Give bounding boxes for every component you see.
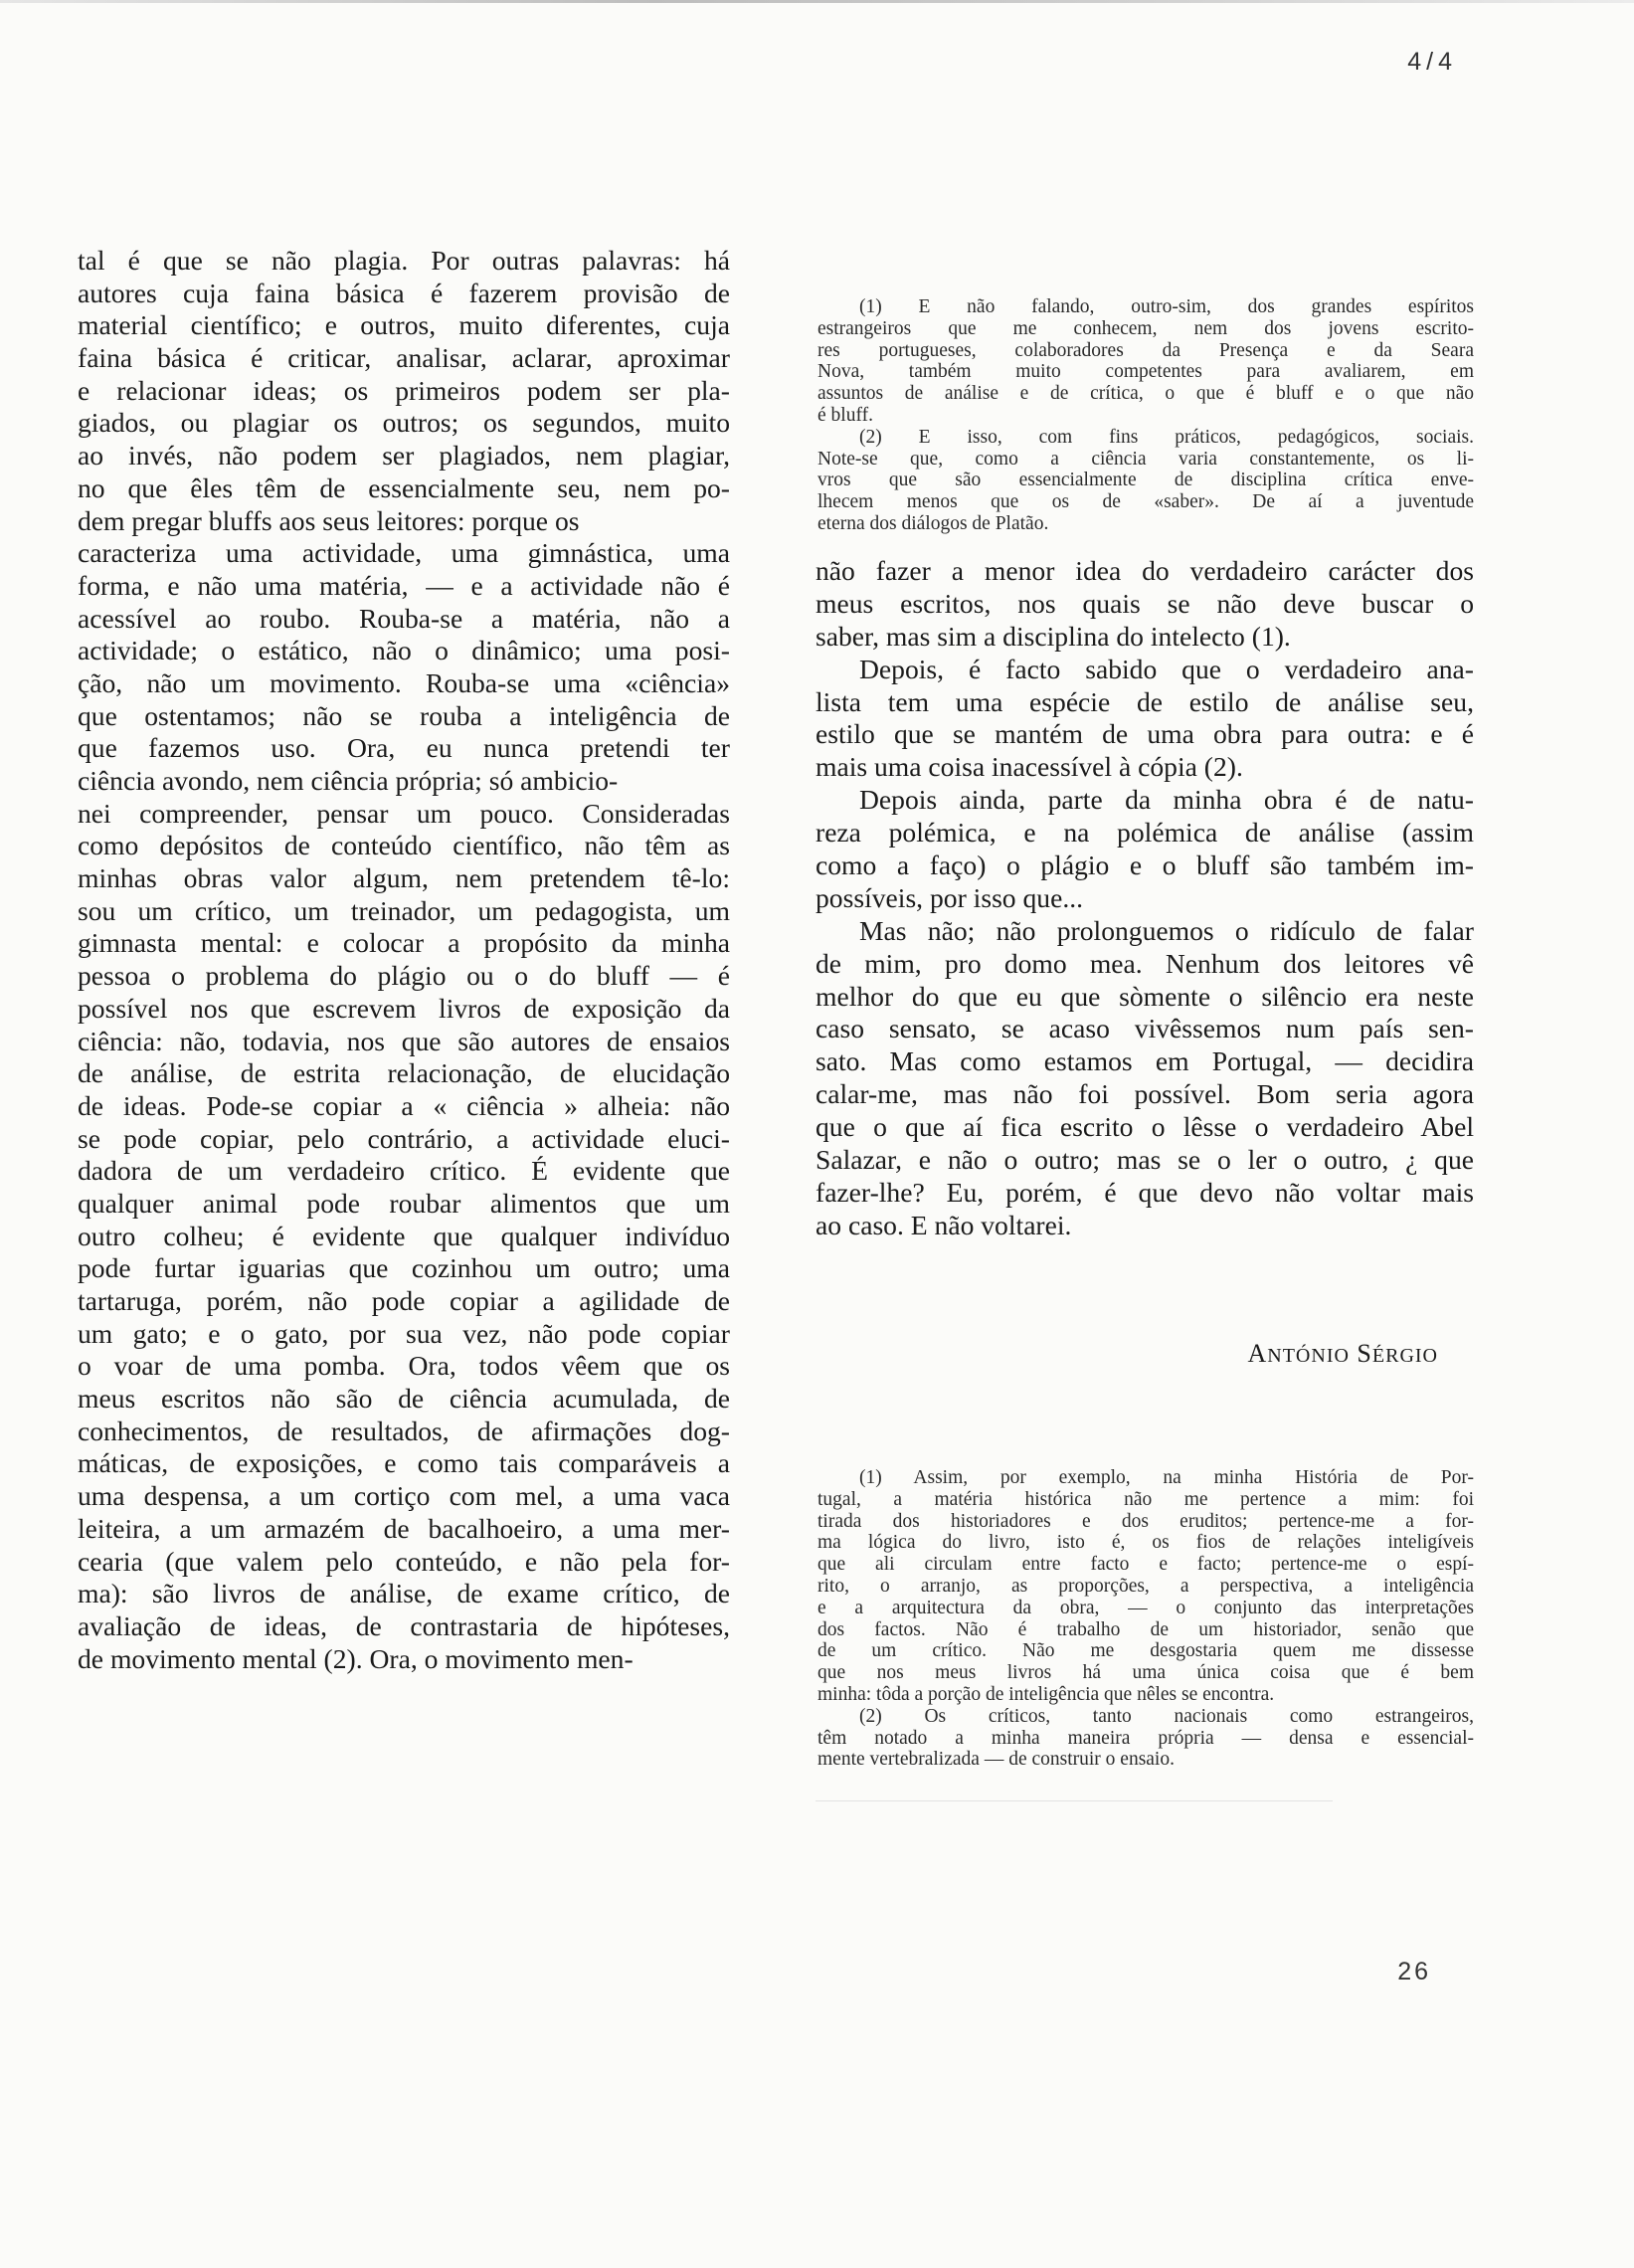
text-line: acessível ao roubo. Rouba-se a matéria, não a bbox=[78, 602, 730, 634]
text-line: lhecem menos que os de «saber». De aí a juventude bbox=[817, 491, 1474, 513]
text-line: de ideas. Pode-se copiar a « ciência » alheia: não bbox=[78, 1089, 730, 1121]
text-line: e a arquitectura da obra, — o conjunto das interpretações bbox=[817, 1597, 1474, 1618]
text-line: eterna dos diálogos de Platão. bbox=[817, 512, 1049, 534]
text-line: ao caso. E não voltarei. bbox=[816, 1209, 1072, 1240]
text-line: sou um crítico, um treinador, um pedagogista, um bbox=[78, 894, 730, 926]
text-line: ma lógica do livro, isto é, os fios de relações inteligíveis bbox=[817, 1532, 1474, 1554]
top-edge-rule bbox=[0, 0, 1634, 3]
text-line: ciência: não, todavia, nos que são autores de ensaios bbox=[78, 1025, 730, 1056]
text-line: vros que são essencialmente de disciplina crítica enve- bbox=[817, 470, 1474, 491]
text-line: se pode copiar, pelo contrário, a actividade eluci- bbox=[78, 1122, 730, 1154]
text-line: material científico; e outros, muito diferentes, cuja bbox=[78, 309, 730, 341]
text-line: caracteriza uma actividade, uma gimnástica, uma bbox=[78, 537, 730, 569]
text-line: nei compreender, pensar um pouco. Consideradas bbox=[78, 797, 730, 829]
text-line: avaliação de ideas, de contrastaria de hipóteses, bbox=[78, 1609, 730, 1641]
text-line: o voar de uma pomba. Ora, todos vêem que os bbox=[78, 1350, 730, 1382]
text-line: têm notado a minha maneira própria — densa e essencial- bbox=[817, 1727, 1474, 1749]
author-signature bbox=[1247, 1339, 1438, 1369]
text-line: faina básica é criticar, analisar, aclarar, aproximar bbox=[78, 342, 730, 374]
text-line: conhecimentos, de resultados, de afirmações dog- bbox=[78, 1415, 730, 1446]
text-line: estrangeiros que me conhecem, nem dos jovens escrito- bbox=[817, 317, 1474, 339]
text-line: de movimento mental (2). Ora, o movimento men- bbox=[78, 1642, 634, 1674]
text-line: de mim, pro domo mea. Nenhum dos leitores vê bbox=[816, 947, 1474, 979]
text-line: reza polémica, e na polémica de análise (assim bbox=[816, 817, 1474, 849]
text-line: tal é que se não plagia. Por outras palavras: há bbox=[78, 245, 730, 276]
text-line: estilo que se mantém de uma obra para outra: e é bbox=[816, 718, 1474, 750]
text-line: como depósitos de conteúdo científico, não têm as bbox=[78, 830, 730, 861]
text-line: qualquer animal pode roubar alimentos que um bbox=[78, 1187, 730, 1219]
text-line: de análise, de estrita relacionação, de elucidação bbox=[78, 1057, 730, 1089]
text-line: pode furtar iguarias que cozinhou um outro; uma bbox=[78, 1252, 730, 1284]
text-line: ção, não um movimento. Rouba-se uma «ciência» bbox=[78, 666, 730, 698]
text-line: como a faço) o plágio e o bluff são também im- bbox=[816, 850, 1474, 881]
text-line: (1) E não falando, outro-sim, dos grandes espíritos bbox=[859, 296, 1474, 317]
text-line: gimnasta mental: e colocar a propósito da minha bbox=[78, 927, 730, 959]
text-line: mente vertebralizada — de construir o ensaio. bbox=[817, 1749, 1175, 1771]
text-line: que ali circulam entre facto e facto; pertence-me o espí- bbox=[817, 1554, 1474, 1576]
text-line: (2) E isso, com fins práticos, pedagógicos, sociais. bbox=[859, 426, 1474, 448]
text-line: Salazar, e não o outro; mas se o ler o outro, ¿ que bbox=[816, 1144, 1474, 1176]
text-line: caso sensato, se acaso vivêssemos num país sen- bbox=[816, 1013, 1474, 1044]
text-line: leiteira, a um armazém de bacalhoeiro, a uma mer- bbox=[78, 1512, 730, 1544]
text-line: forma, e não uma matéria, — e a actividade não é bbox=[78, 569, 730, 601]
signature-first-initial: A bbox=[1247, 1339, 1268, 1368]
signature-last-rest: ÉRGIO bbox=[1371, 1345, 1438, 1367]
text-line: possível nos que escrevem livros de exposição da bbox=[78, 992, 730, 1024]
text-line: ma): são livros de análise, de exame crítico, de bbox=[78, 1578, 730, 1609]
text-line: saber, mas sim a disciplina do intelecto (1). bbox=[816, 620, 1291, 652]
top-footnotes bbox=[817, 296, 1474, 535]
text-line: ciência avondo, nem ciência própria; só ambicio- bbox=[78, 765, 619, 796]
text-line: Depois, é facto sabido que o verdadeiro ana- bbox=[859, 653, 1474, 684]
bottom-footnotes bbox=[817, 1467, 1474, 1771]
text-line: dem pregar bluffs aos seus leitores: porque os bbox=[78, 504, 580, 536]
text-line: possíveis, por isso que... bbox=[816, 881, 1084, 913]
right-column-text bbox=[816, 555, 1474, 1242]
text-line: rito, o arranjo, as proporções, a perspectiva, a inteligência bbox=[817, 1575, 1474, 1597]
text-line: fazer-lhe? Eu, porém, é que devo não voltar mais bbox=[816, 1176, 1474, 1208]
text-line: mais uma coisa inacessível à cópia (2). bbox=[816, 751, 1243, 783]
text-line: minha: tôda a porção de inteligência que nêles se encontra. bbox=[817, 1683, 1275, 1705]
text-line: (1) Assim, por exemplo, na minha História de Por- bbox=[859, 1467, 1474, 1488]
text-line: não fazer a menor idea do verdadeiro carácter dos bbox=[816, 555, 1474, 586]
text-line: melhor do que eu que sòmente o silêncio era neste bbox=[816, 980, 1474, 1012]
text-line: de um crítico. Não me desgostaria quem me dissesse bbox=[817, 1640, 1474, 1662]
text-line: tugal, a matéria histórica não me pertence a mim: foi bbox=[817, 1488, 1474, 1510]
text-line: assuntos de análise e de crítica, o que é bluff e o que não bbox=[817, 383, 1474, 405]
text-line: Depois ainda, parte da minha obra é de natu- bbox=[859, 784, 1474, 816]
text-line: sato. Mas como estamos em Portugal, — decidira bbox=[816, 1045, 1474, 1077]
text-line: no que êles têm de essencialmente seu, nem po- bbox=[78, 472, 730, 503]
text-line: (2) Os críticos, tanto nacionais como estrangeiros, bbox=[859, 1705, 1474, 1727]
divider bbox=[816, 1800, 1333, 1801]
text-line: meus escritos não são de ciência acumulada, de bbox=[78, 1383, 730, 1415]
signature-first-rest: NTÓNIO bbox=[1267, 1345, 1350, 1367]
text-line: que ostentamos; não se rouba a inteligência de bbox=[78, 699, 730, 731]
text-line: uma despensa, a um cortiço com mel, a uma vaca bbox=[78, 1480, 730, 1512]
text-line: e relacionar ideas; os primeiros podem ser pla- bbox=[78, 374, 730, 406]
text-line: pessoa o problema do plágio ou o do bluff — é bbox=[78, 960, 730, 992]
text-line: Note-se que, como a ciência varia constantemente, os li- bbox=[817, 448, 1474, 470]
text-line: tirada dos historiadores e dos eruditos; pertence-me a for- bbox=[817, 1510, 1474, 1532]
text-line: máticas, de exposições, e como tais comparáveis a bbox=[78, 1447, 730, 1479]
text-line: é bluff. bbox=[817, 404, 873, 426]
page-label: 4/4 bbox=[1407, 48, 1457, 76]
text-line: giados, ou plagiar os outros; os segundos, muito bbox=[78, 407, 730, 439]
text-line: Nova, também muito competentes para avaliarem, em bbox=[817, 361, 1474, 383]
text-line: um gato; e o gato, por sua vez, não pode copiar bbox=[78, 1317, 730, 1349]
text-line: meus escritos, nos quais se não deve buscar o bbox=[816, 587, 1474, 619]
page-number: 26 bbox=[1397, 1958, 1431, 1985]
text-line: minhas obras valor algum, nem pretendem tê-lo: bbox=[78, 862, 730, 894]
text-line: autores cuja faina básica é fazerem provisão de bbox=[78, 277, 730, 308]
text-line: cearia (que valem pelo conteúdo, e não pela for- bbox=[78, 1545, 730, 1577]
text-line: ao invés, não podem ser plagiados, nem plagiar, bbox=[78, 440, 730, 472]
text-line: dos factos. Não é trabalho de um historiador, senão que bbox=[817, 1618, 1474, 1640]
signature-last-initial: S bbox=[1357, 1339, 1372, 1368]
text-line: calar-me, mas não foi possível. Bom seria agora bbox=[816, 1078, 1474, 1110]
text-line: actividade; o estático, não o dinâmico; uma posi- bbox=[78, 635, 730, 666]
text-line: tartaruga, porém, não pode copiar a agilidade de bbox=[78, 1285, 730, 1316]
text-line: res portugueses, colaboradores da Presença e da Seara bbox=[817, 339, 1474, 361]
text-line: outro colheu; é evidente que qualquer indivíduo bbox=[78, 1220, 730, 1251]
text-line: Mas não; não prolonguemos o ridículo de falar bbox=[859, 914, 1474, 946]
text-line: que fazemos uso. Ora, eu nunca pretendi ter bbox=[78, 732, 730, 764]
text-line: que o que aí fica escrito o lêsse o verdadeiro Abel bbox=[816, 1111, 1474, 1143]
text-line: que nos meus livros há uma única coisa que é bem bbox=[817, 1662, 1474, 1684]
text-line: lista tem uma espécie de estilo de análise seu, bbox=[816, 685, 1474, 717]
left-column-text bbox=[78, 245, 730, 1804]
text-line: dadora de um verdadeiro crítico. É evidente que bbox=[78, 1155, 730, 1187]
